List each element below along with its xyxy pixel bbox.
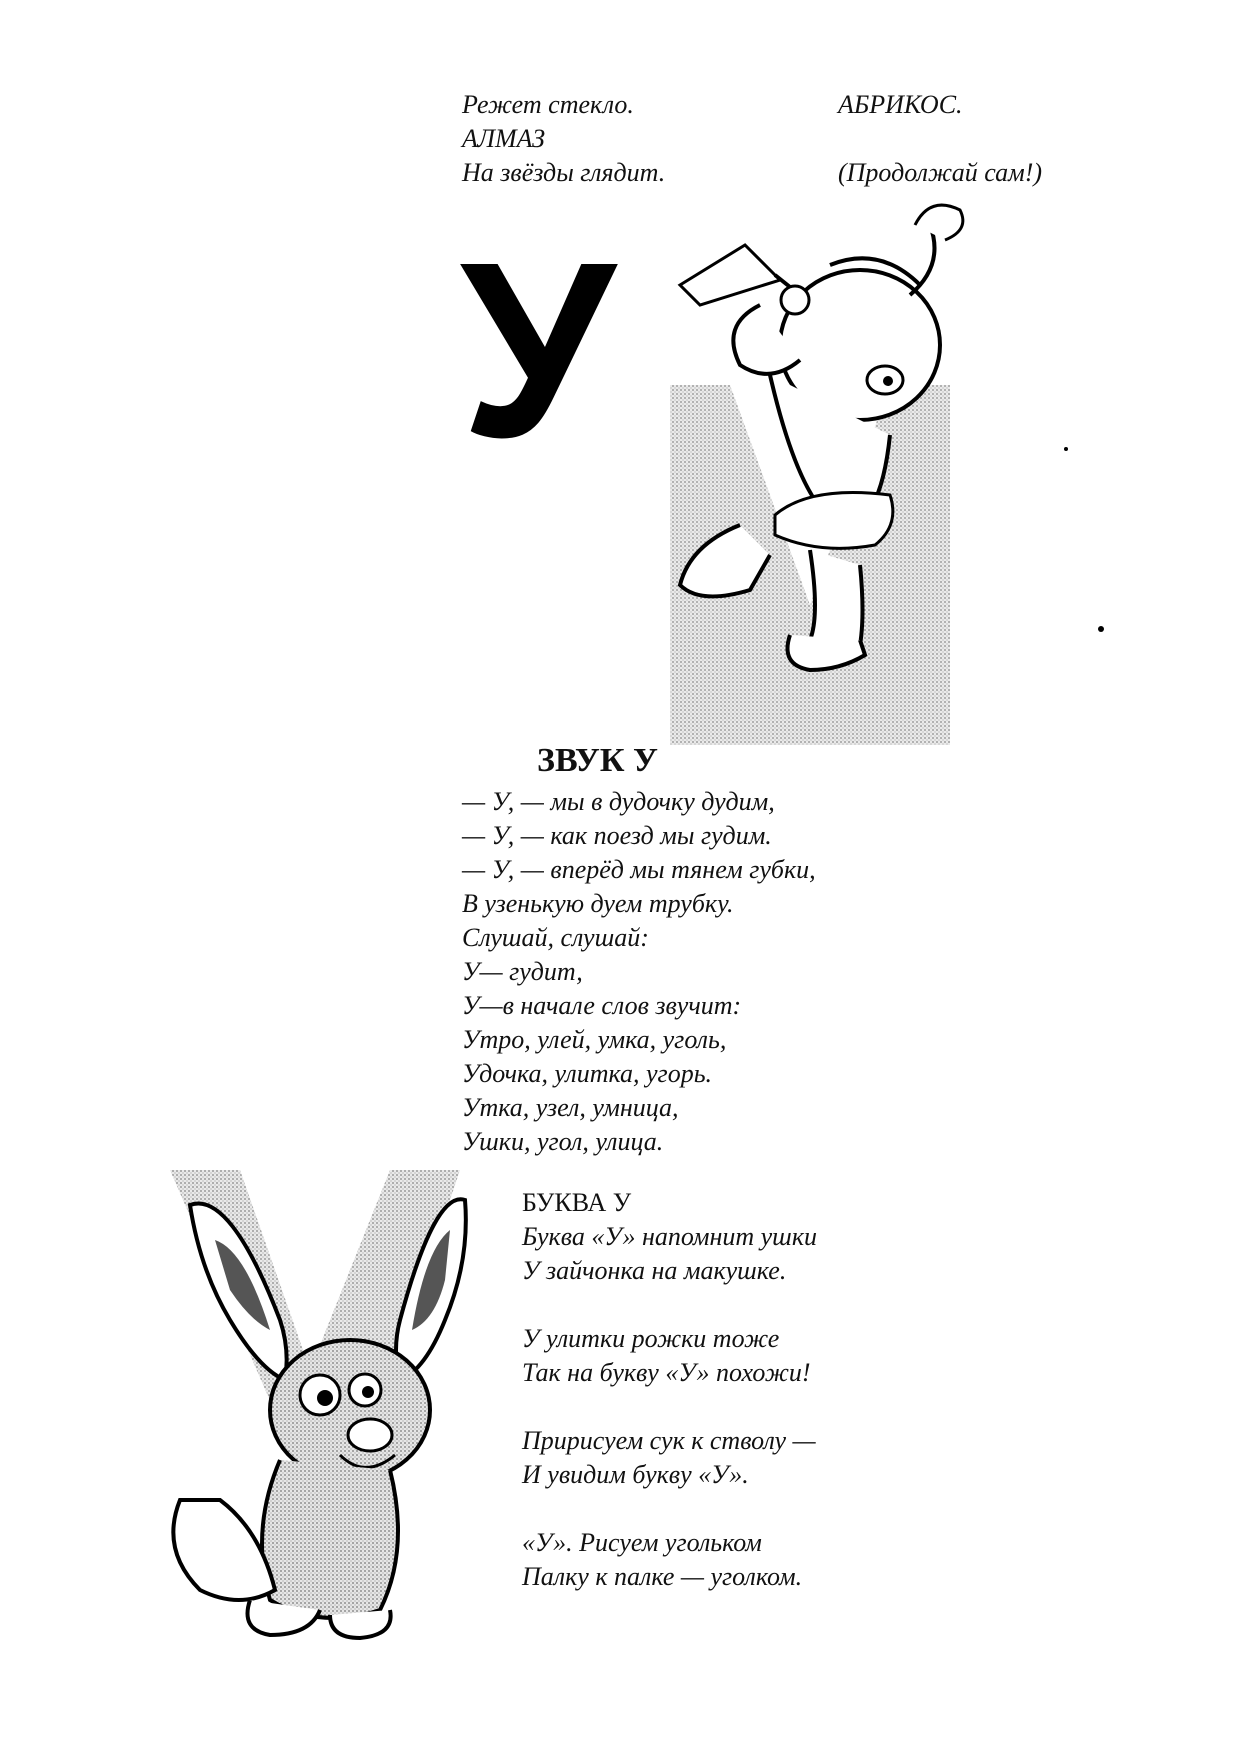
trumpeter-illustration [660,185,1080,745]
sound-line: У— гудит, [462,957,583,986]
sound-line: Утка, узел, умница, [462,1093,679,1122]
riddle-right-2: (Продолжай сам!) [838,158,1043,187]
sound-heading: ЗВУК У [537,742,658,779]
letter-line: У улитки рожки тоже [522,1324,780,1353]
scan-speck [1064,447,1068,451]
sound-line: У—в начале слов звучит: [462,991,742,1020]
sound-line: Ушки, угол, улица. [462,1127,664,1156]
sound-line: Удочка, улитка, угорь. [462,1059,713,1088]
sound-line: В узенькую дуем трубку. [462,889,734,918]
scan-speck [1098,626,1104,632]
sound-line: Утро, улей, умка, уголь, [462,1025,727,1054]
letter-line: Так на букву «У» похожи! [522,1358,811,1387]
letter-line: Палку к палке — уголком. [522,1562,803,1591]
big-letter: У [460,210,616,489]
sound-line: — У, — как поезд мы гудим. [462,821,772,850]
riddle-line-1: Режет стекло. [462,90,634,119]
sound-line: Слушай, слушай: [462,923,649,952]
riddle-right-1: АБРИКОС. [838,90,963,119]
riddle-line-3: На звёзды глядит. [462,158,666,187]
riddle-line-2: АЛМАЗ [462,124,546,153]
trumpeter-boy-icon [660,185,1080,745]
letter-line: Пририсуем сук к стволу — [522,1426,816,1455]
letter-line: Буква «У» напомнит ушки [522,1222,817,1251]
bunny-illustration [160,1170,500,1650]
sound-line: — У, — вперёд мы тянем губки, [462,855,816,884]
letter-line: У зайчонка на макушке. [522,1256,787,1285]
letter-heading: БУКВА У [522,1188,632,1217]
sound-line: — У, — мы в дудочку дудим, [462,787,775,816]
sound-poem [462,785,816,1159]
letter-poem [522,1220,817,1594]
letter-line: И увидим букву «У». [522,1460,749,1489]
bunny-letter-u-icon [160,1170,500,1650]
letter-line: «У». Рисуем угольком [522,1528,762,1557]
